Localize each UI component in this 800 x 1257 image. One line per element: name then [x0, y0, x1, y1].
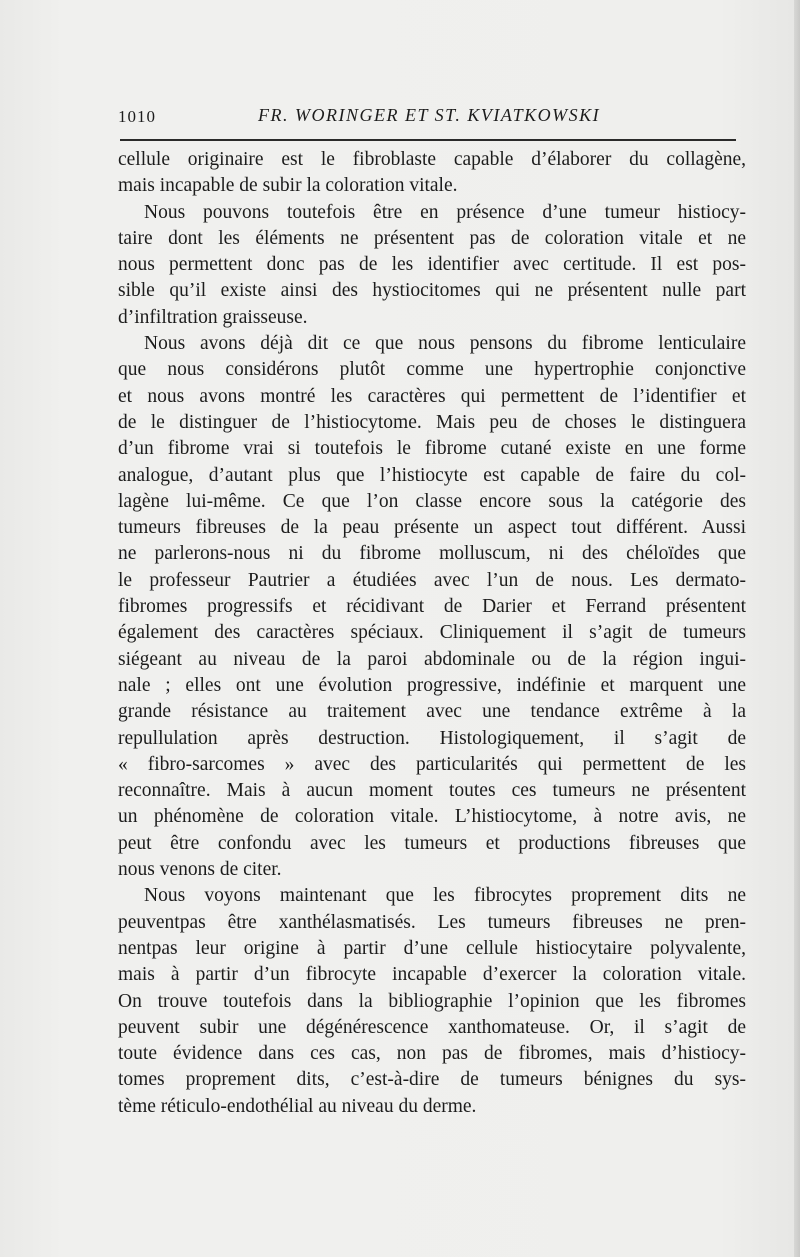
text-line: reconnaître. Mais à aucun moment toutes ces tumeurs ne présentent — [118, 780, 746, 802]
text-line: lagène lui-même. Ce que l’on classe encore sous la catégorie des — [118, 490, 746, 512]
text-line: fibromes progressifs et récidivant de Darier et Ferrand présentent — [118, 596, 746, 618]
paragraph — [118, 331, 746, 883]
paragraph — [118, 200, 746, 331]
text-line: On trouve toutefois dans la bibliographie l’opinion que les fibromes — [118, 990, 746, 1012]
text-line: peut être confondu avec les tumeurs et productions fibreuses que — [118, 832, 746, 854]
text-line: taire dont les éléments ne présentent pas de coloration vitale et ne — [118, 227, 746, 249]
text-line: mais à partir d’un fibrocyte incapable d’exercer la coloration vitale. — [118, 964, 746, 986]
text-line: tumeurs fibreuses de la peau présente un aspect tout différent. Aussi — [118, 517, 746, 539]
text-line: tomes proprement dits, c’est-à-dire de tumeurs bénignes du sys- — [118, 1069, 746, 1091]
text-line: peuvent subir une dégénérescence xanthomateuse. Or, il s’agit de — [118, 1016, 746, 1038]
text-line: « fibro-sarcomes » avec des particularités qui permettent de les — [118, 753, 746, 775]
text-line: ne parlerons-nous ni du fibrome molluscum, ni des chéloïdes que — [118, 543, 746, 565]
running-header — [118, 103, 738, 131]
text-line: d’un fibrome vrai si toutefois le fibrome cutané existe en une forme — [118, 438, 746, 460]
paragraph — [118, 883, 746, 1120]
text-line: nous permettent donc pas de les identifier avec certitude. Il est pos- — [118, 254, 746, 276]
paragraph — [118, 147, 746, 200]
header-rule — [120, 139, 736, 141]
text-line: mais incapable de subir la coloration vitale. — [118, 175, 458, 197]
text-line: que nous considérons plutôt comme une hypertrophie conjonctive — [118, 359, 746, 381]
text-line: Nous pouvons toutefois être en présence d’une tumeur histiocy- — [144, 201, 746, 223]
text-line: un phénomène de coloration vitale. L’histiocytome, à notre avis, ne — [118, 806, 746, 828]
text-line: grande résistance au traitement avec une tendance extrême à la — [118, 701, 746, 723]
text-line: sible qu’il existe ainsi des hystiocitomes qui ne présentent nulle part — [118, 280, 746, 302]
text-line: analogue, d’autant plus que l’histiocyte est capable de faire du col- — [118, 464, 746, 486]
text-line: toute évidence dans ces cas, non pas de fibromes, mais d’histiocy- — [118, 1043, 746, 1065]
running-title: FR. WORINGER ET ST. KVIATKOWSKI — [258, 105, 601, 125]
page-edge-shadow — [794, 0, 800, 1257]
text-line: tème réticulo-endothélial au niveau du derme. — [118, 1095, 477, 1117]
text-line: nous venons de citer. — [118, 859, 282, 881]
text-line: nale ; elles ont une évolution progressive, indéfinie et marquent une — [118, 674, 746, 696]
page-number: 1010 — [118, 107, 156, 126]
text-line: et nous avons montré les caractères qui permettent de l’identifier et — [118, 385, 746, 407]
text-line: d’infiltration graisseuse. — [118, 306, 308, 328]
text-line: de le distinguer de l’histiocytome. Mais peu de choses le distinguera — [118, 411, 746, 433]
text-line: le professeur Pautrier a étudiées avec l’un de nous. Les dermato- — [118, 569, 746, 591]
text-line: siégeant au niveau de la paroi abdominale ou de la région ingui- — [118, 648, 746, 670]
text-line: Nous avons déjà dit ce que nous pensons du fibrome lenticulaire — [144, 333, 746, 355]
text-line: nentpas leur origine à partir d’une cellule histiocytaire polyvalente, — [118, 937, 746, 959]
text-line: Nous voyons maintenant que les fibrocytes proprement dits ne — [144, 885, 746, 907]
text-line: également des caractères spéciaux. Cliniquement il s’agit de tumeurs — [118, 622, 746, 644]
text-line: cellule originaire est le fibroblaste capable d’élaborer du collagène, — [118, 149, 746, 170]
body-text — [118, 147, 746, 1120]
text-line: peuventpas être xanthélasmatisés. Les tumeurs fibreuses ne pren- — [118, 911, 746, 933]
text-line: repullulation après destruction. Histologiquement, il s’agit de — [118, 727, 746, 749]
